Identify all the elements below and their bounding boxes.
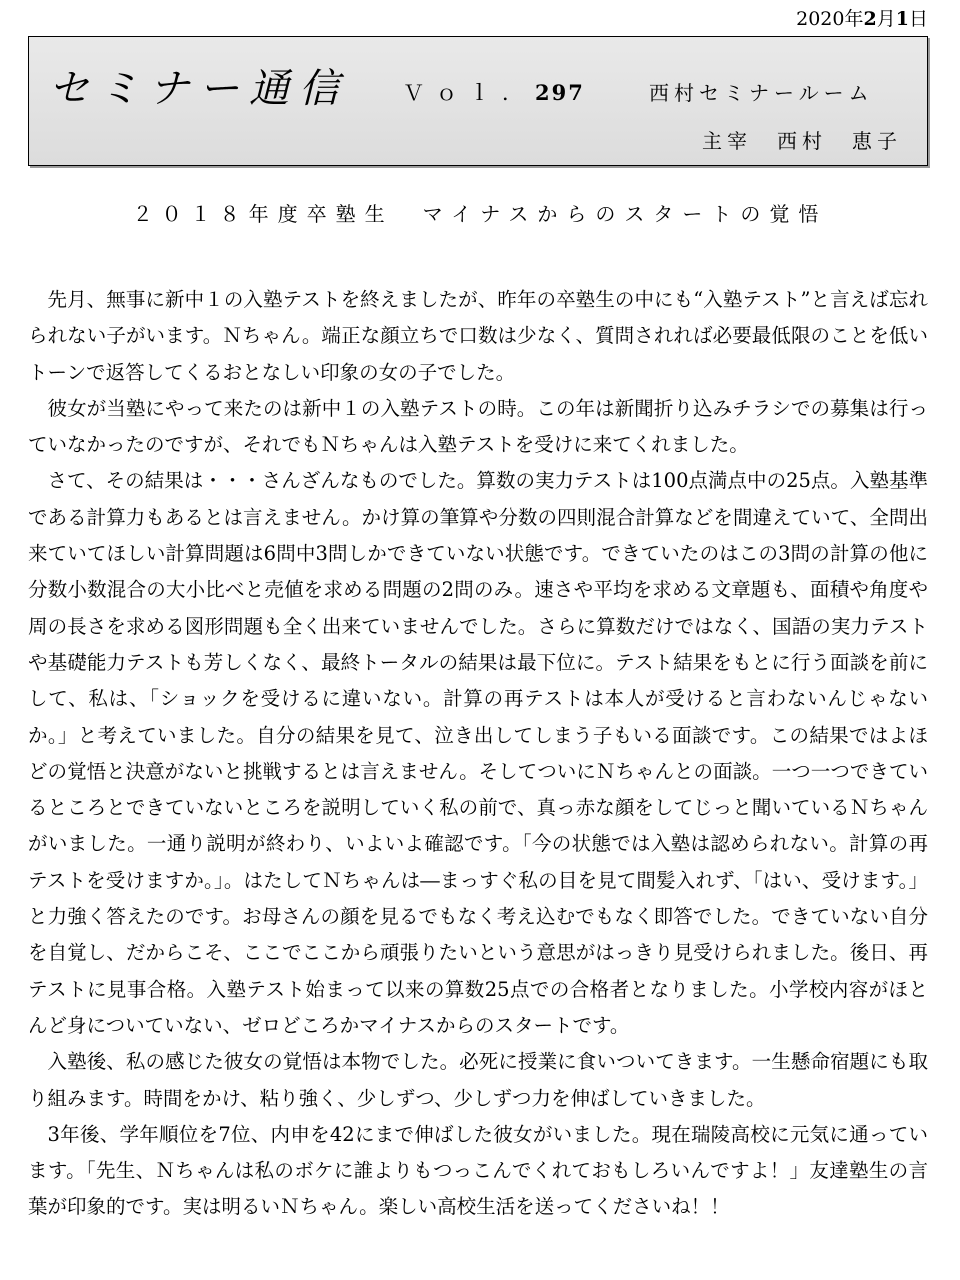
paragraph: さて、その結果は・・・さんざんなものでした。算数の実力テストは100点満点中の25点。入塾基準である計算力もあるとは言えません。かけ算の筆算や分数の四則混合計算などを間違えていて、全問出来ていてほしい計算問題は6問中3問しかできていない状態です。できていたのはこの3問の計算の他に分数小数混合の大小比べと売値を求める問題の2問のみ。速さや平均を求める文章題も、面積や角度や周の長さを求める図形問題も全く出来ていませんでした。さらに算数だけではなく、国語の実力テストや基礎能力テストも芳しくなく、最終トータルの結果は最下位に。テスト結果をもとに行う面談を前にして、私は、「ショックを受けるに違いない。計算の再テストは本人が受けると言わないんじゃないか。」と考えていました。自分の結果を見て、泣き出してしまう子もいる面談です。この結果ではよほどの覚悟と決意がないと挑戦するとは言えません。そしてついにＮちゃんとの面談。一つ一つできているところとできていないところを説明していく私の前で、真っ赤な顔をしてじっと聞いているＮちゃんがいました。一通り説明が終わり、いよいよ確認です。「今の状態では入塾は認められない。計算の再テストを受けますか。」。はたしてＮちゃんは―まっすぐ私の目を見て間髪入れず、「はい、受けます。」と力強く答えたのです。お母さんの顔を見るでもなく考え込むでもなく即答でした。できていない自分を自覚し、だからこそ、ここでここから頑張りたいという意思がはっきり見受けられました。後日、再テストに見事合格。入塾テスト始まって以来の算数25点での合格者となりました。小学校内容がほとんど身についていない、ゼロどころかマイナスからのスタートです。	[28, 469, 928, 1037]
newsletter-title: セミナー通信	[49, 66, 349, 112]
paragraph: 入塾後、私の感じた彼女の覚悟は本物でした。必死に授業に食いついてきます。一生懸命宿題にも取り組みます。時間をかけ、粘り強く、少しずつ、少しずつ力を伸ばしていきました。	[28, 1050, 928, 1110]
date-month: 2	[863, 8, 877, 30]
date-month-suffix: 月	[876, 8, 896, 30]
issue-date	[796, 4, 928, 31]
director-name: 主宰 西村 恵子	[702, 129, 902, 153]
article-title: ２０１８年度卒塾生 マイナスからのスタートの覚悟	[132, 202, 828, 226]
volume-value: 297	[535, 80, 585, 105]
volume-label: Ｖｏｌ．	[403, 81, 535, 105]
date-year: 2020	[796, 8, 845, 30]
paragraph: 3年後、学年順位を7位、内申を42にまで伸ばした彼女がいました。現在瑞陵高校に元気に通っています。「先生、Ｎちゃんは私のボケに誰よりもつっこんでくれておもしろいんですよ！」友達塾生の言葉が印象的です。実は明るいＮちゃん。楽しい高校生活を送ってくださいね！！	[28, 1122, 928, 1219]
paragraph: 彼女が当塾にやって来たのは新中１の入塾テストの時。この年は新聞折り込みチラシでの募集は行っていなかったのですが、それでもＮちゃんは入塾テストを受けに来てくれました。	[28, 396, 928, 457]
article-body	[28, 282, 928, 1226]
newsletter-header	[28, 36, 928, 166]
paragraph: 先月、無事に新中１の入塾テストを終えましたが、昨年の卒塾生の中にも“入塾テスト”と言えば忘れられない子がいます。Ｎちゃん。端正な顔立ちで口数は少なく、質問されれば必要最低限のことを低いトーンで返答してくるおとなしい印象の女の子でした。	[28, 288, 928, 384]
volume-number	[403, 77, 585, 107]
date-day-suffix: 日	[908, 8, 928, 30]
date-day: 1	[895, 8, 909, 30]
date-year-suffix: 年	[844, 8, 864, 30]
organization-name: 西村セミナールーム	[649, 81, 874, 105]
